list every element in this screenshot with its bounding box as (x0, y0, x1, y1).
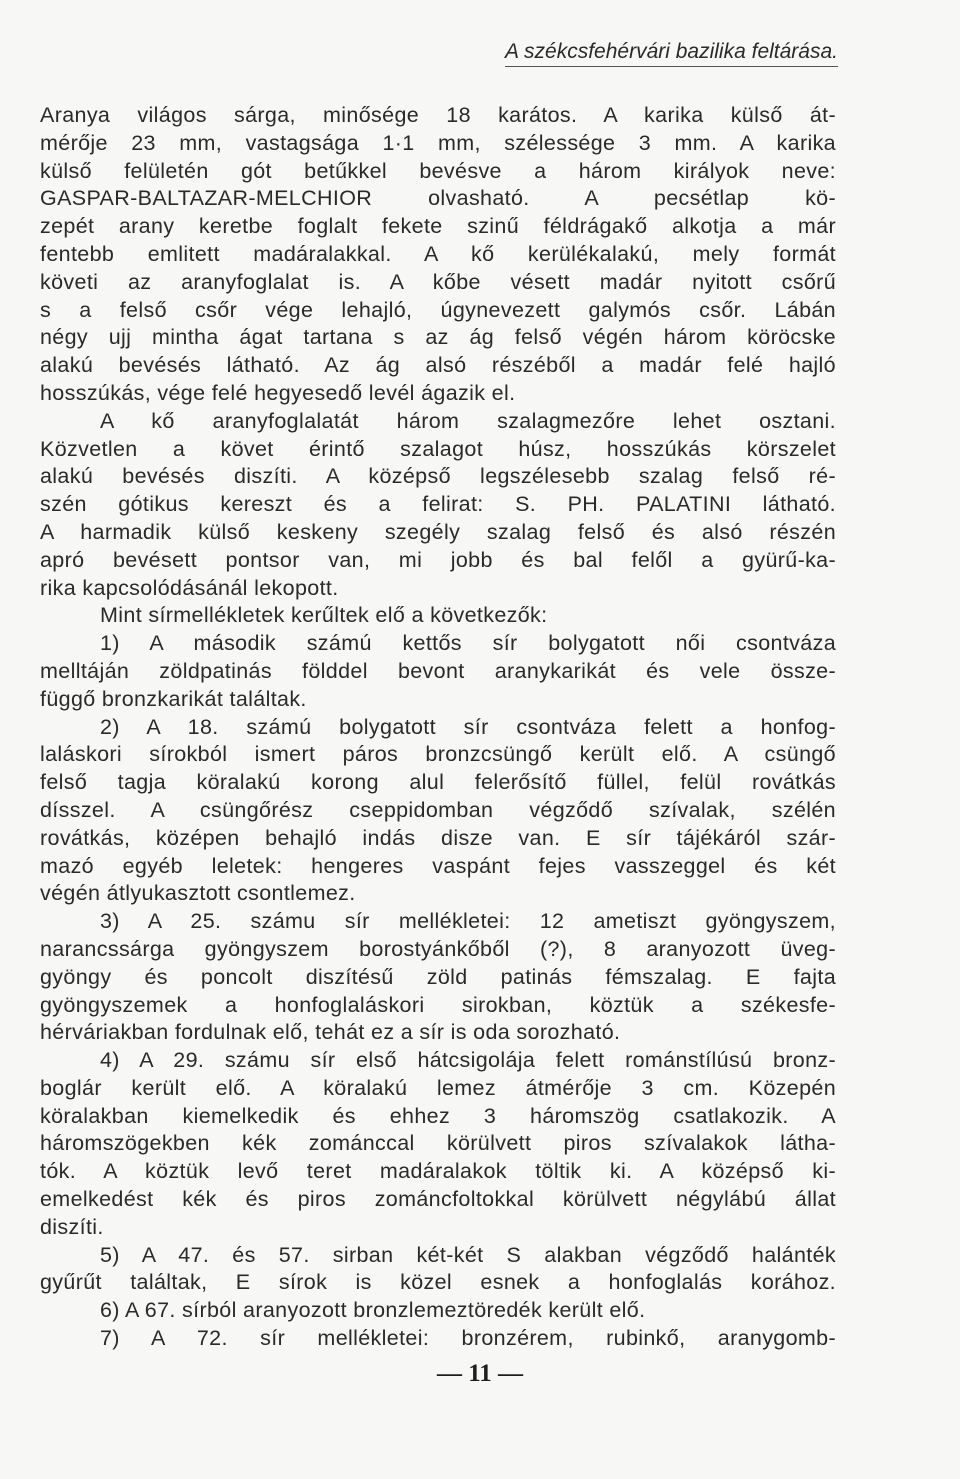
text-line: alakú bevésés látható. Az ág alsó részéből a madár felé hajló (40, 353, 836, 378)
text-line: rovátkás, középen behajló indás disze van. E sír tájékáról szár- (40, 825, 836, 850)
text-line: zepét arany keretbe foglalt fekete szinű féldrágakő alkotja a már (40, 214, 836, 239)
text-line: mérője 23 mm, vastagsága 1·1 mm, szélessége 3 mm. A karika (40, 130, 836, 155)
text-line: külső felületén gót betűkkel bevésve a három királyok neve: (40, 158, 836, 183)
text-line: végén átlyukasztott csontlemez. (40, 881, 356, 906)
text-line: 5) A 47. és 57. sirban két-két S alakban végződő halánték (100, 1242, 836, 1267)
text-line: 2) A 18. számú bolygatott sír csontváza felett a honfog- (100, 714, 836, 739)
text-line: gyűrűt találtak, E sírok is közel esnek a honfoglalás korához. (40, 1270, 836, 1295)
text-line: dísszel. A csüngőrész cseppidomban végződő szívalak, szélén (40, 797, 836, 822)
text-line: boglár került elő. A köralakú lemez átmérője 3 cm. Közepén (40, 1075, 836, 1100)
text-line: tók. A köztük levő teret madáralakok töltik ki. A középső ki- (40, 1159, 836, 1184)
text-line: négy ujj mintha ágat tartana s az ág felső végén három köröcske (40, 325, 836, 350)
running-title: A székcsfehérvári bazilika feltárása. (505, 40, 838, 67)
text-line: szén gótikus kereszt és a felirat: S. PH. PALATINI látható. (40, 492, 836, 517)
text-line: 3) A 25. számu sír mellékletei: 12 ametiszt gyöngyszem, (100, 909, 836, 934)
text-line: gyöngyszemek a honfoglaláskori sirokban, köztük a székesfe- (40, 992, 836, 1017)
body-text (40, 102, 836, 1353)
text-line: Aranya világos sárga, minősége 18 karátos. A karika külső át- (40, 103, 836, 127)
text-line: függő bronzkarikát találtak. (40, 686, 307, 711)
text-line: GASPAR-BALTAZAR-MELCHIOR olvasható. A pecsétlap kö- (40, 186, 836, 211)
text-line: 7) A 72. sír mellékletei: bronzérem, rubinkő, aranygomb- (100, 1326, 836, 1351)
text-line: melltáján zöldpatinás földdel bevont aranykarikát és vele össze- (40, 658, 836, 683)
text-line: diszíti. (40, 1214, 104, 1239)
text-line: rika kapcsolódásánál lekopott. (40, 575, 339, 600)
text-line: 1) A második számú kettős sír bolygatott női csontváza (100, 631, 836, 656)
text-line: apró bevésett pontsor van, mi jobb és bal felől a gyürű-ka- (40, 547, 836, 572)
text-line: mazó egyéb leletek: hengeres vaspánt fejes vasszeggel és két (40, 853, 836, 878)
text-line: Közvetlen a követ érintő szalagot húsz, hosszúkás körszelet (40, 436, 836, 461)
text-line: laláskori sírokból ismert páros bronzcsüngő került elő. A csüngő (40, 742, 836, 767)
text-line: alakú bevésés diszíti. A középső legszélesebb szalag felső ré- (40, 464, 836, 489)
page-number: — 11 — (436, 1360, 524, 1387)
text-line: 6) A 67. sírból aranyozott bronzlemeztöredék került elő. (100, 1298, 646, 1323)
text-line: fentebb emlitett madáralakkal. A kő kerülékalakú, mely formát (40, 241, 836, 266)
text-line: emelkedést kék és piros zománcfoltokkal körülvett négylábú állat (40, 1187, 836, 1212)
text-line: gyöngy és poncolt diszítésű zöld patinás fémszalag. E fajta (40, 964, 836, 989)
text-line: felső tagja köralakú korong alul felerősítő füllel, felül rovátkás (40, 770, 836, 795)
text-line: narancssárga gyöngyszem borostyánkőből (?), 8 aranyozott üveg- (40, 936, 836, 961)
text-line: Mint sírmellékletek kerűltek elő a következők: (100, 603, 548, 628)
text-line: s a felső csőr vége lehajló, úgynevezett galymós csőr. Lábán (40, 297, 836, 322)
text-line: hosszúkás, vége felé hegyesedő levél ágazik el. (40, 380, 516, 405)
text-line: köralakban kiemelkedik és ehhez 3 háromszög csatlakozik. A (40, 1103, 836, 1128)
text-line: A kő aranyfoglalatát három szalagmezőre lehet osztani. (100, 408, 836, 433)
text-line: 4) A 29. számu sír első hátcsigolája felett románstílúsú bronz- (100, 1048, 836, 1073)
text-line: követi az aranyfoglalat is. A kőbe vésett madár nyitott csőrű (40, 269, 836, 294)
text-line: A harmadik külső keskeny szegély szalag felső és alsó részén (40, 519, 836, 544)
text-line: háromszögekben kék zománccal körülvett piros szívalakok látha- (40, 1131, 836, 1156)
text-line: hérváriakban fordulnak elő, tehát ez a sír is oda sorozható. (40, 1020, 621, 1045)
